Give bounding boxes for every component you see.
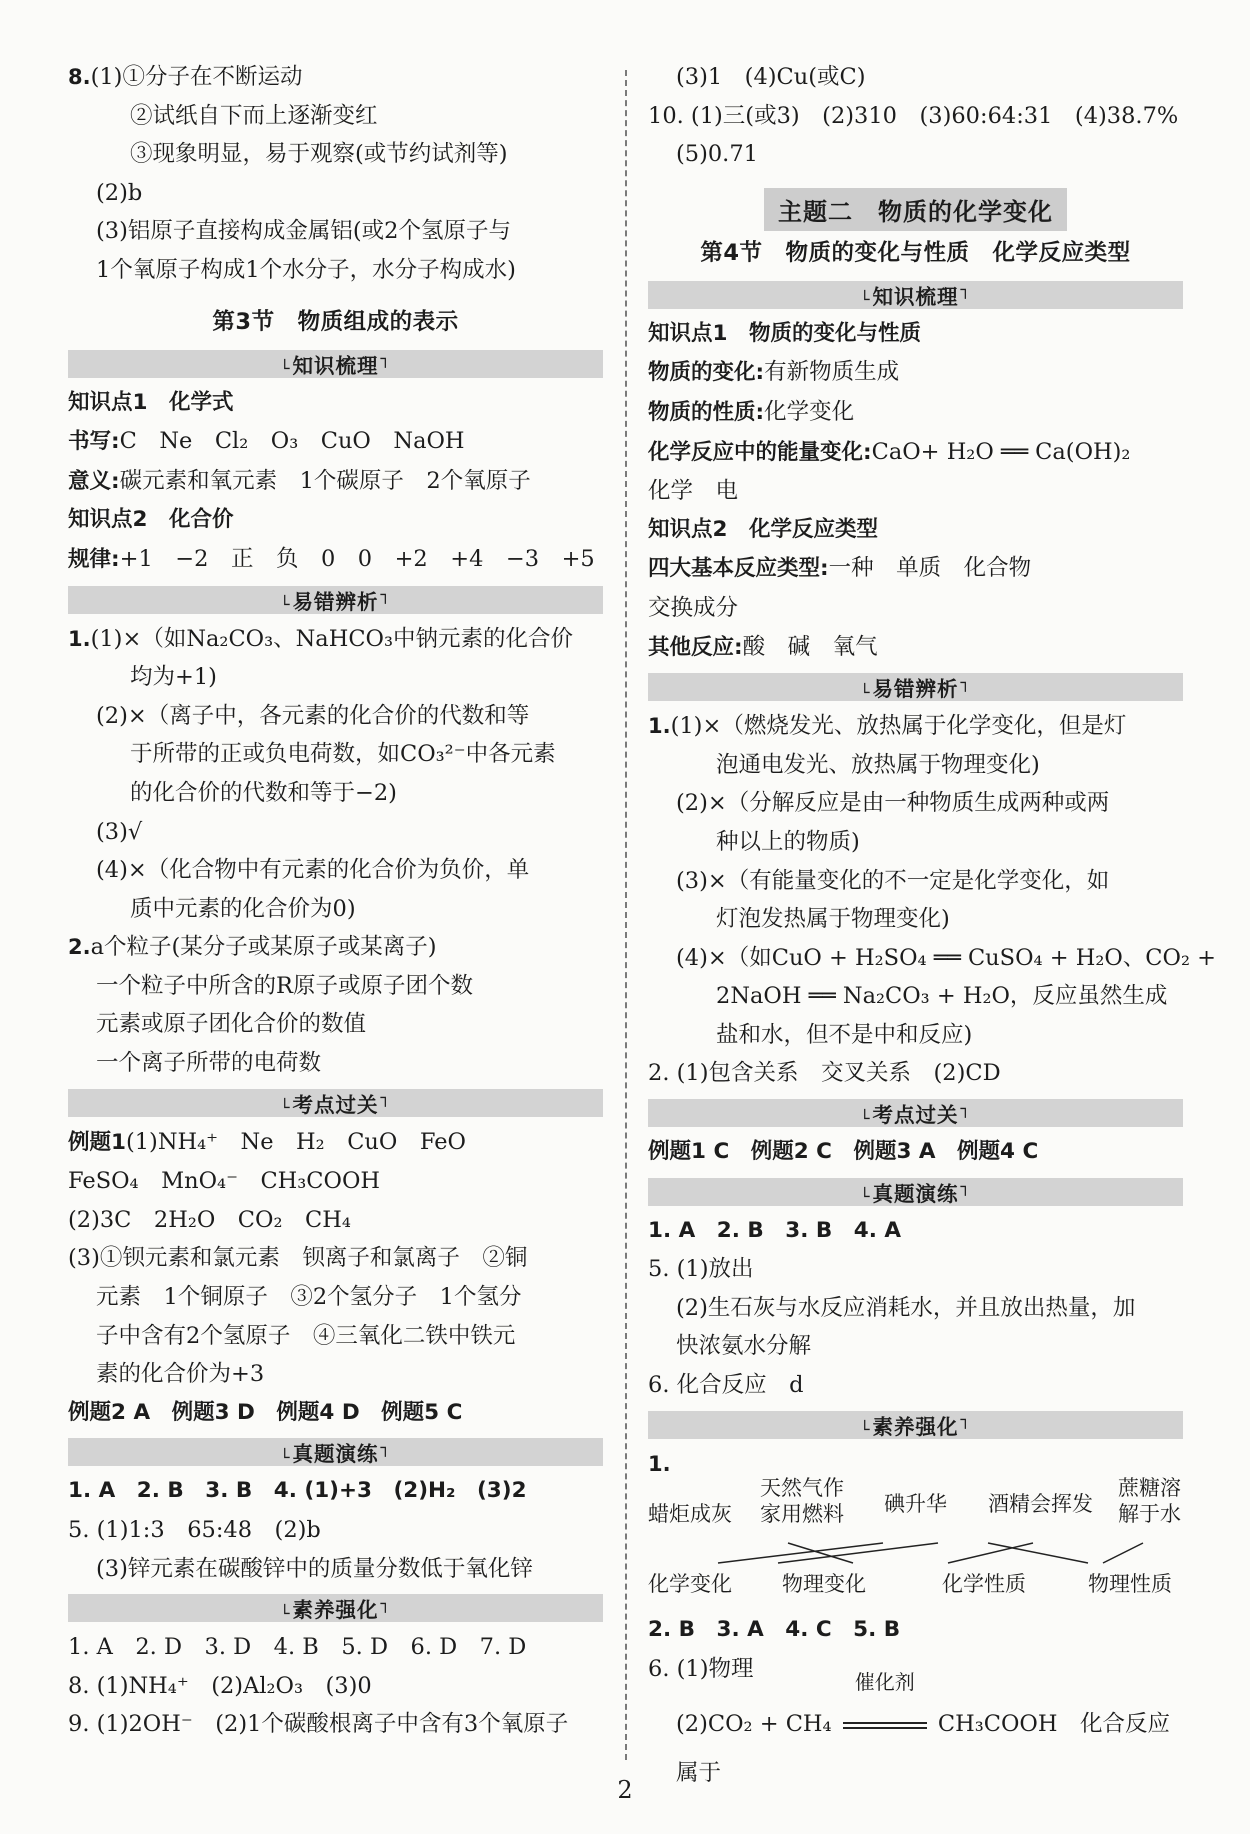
answer-line: ③现象明显，易于观察(或节约试剂等) [130, 141, 508, 168]
answer-line: 1. A 2. B 3. B 4. (1)+3 (2)H₂ (3)2 [68, 1478, 527, 1504]
answer-line: 快浓氨水分解 [676, 1333, 812, 1360]
diagram-item: 物理性质 [1088, 1572, 1172, 1597]
answer-line: 四大基本反应类型:一种 单质 化合物 [648, 555, 1032, 582]
answer-line: 5. (1)放出 [648, 1256, 754, 1283]
answer-line: 6. (1)物理 [648, 1655, 754, 1682]
knowledge-point: 知识点2 化合价 [68, 507, 234, 533]
diagram-item: 化学变化 [648, 1572, 732, 1597]
section-bar-kaodian: └ 考点过关 ┐ [68, 1089, 603, 1117]
answer-line: 种以上的物质) [716, 828, 860, 855]
section-bar-kaodian: └ 考点过关 ┐ [648, 1099, 1183, 1127]
answer-line: 于所带的正或负电荷数，如CO₃²⁻中各元素 [130, 741, 556, 768]
answer-line: 物质的性质:化学变化 [648, 398, 855, 425]
answer-line: (2)生石灰与水反应消耗水，并且放出热量，加 [676, 1294, 1136, 1321]
answer-line: 1个氧原子构成1个水分子，水分子构成水) [96, 256, 516, 283]
answer-line: 子中含有2个氢原子 ④三氧化二铁中铁元 [96, 1322, 516, 1349]
section-bar-zhenti: └ 真题演练 ┐ [68, 1438, 603, 1466]
answer-line: 规律:+1 −2 正 负 0 0 +2 +4 −3 +5 [68, 545, 595, 572]
diagram-item: 蜡炬成灰 [648, 1502, 732, 1527]
diagram-item: 蔗糖溶 [1118, 1476, 1181, 1501]
answer-line: ②试纸自下而上逐渐变红 [130, 102, 378, 129]
answer-line: FeSO₄ MnO₄⁻ CH₃COOH [68, 1168, 381, 1195]
answer-line: 10. (1)三(或3) (2)310 (3)60:64:31 (4)38.7% [648, 102, 1179, 129]
section-bar-yicuo: └ 易错辨析 ┐ [648, 673, 1183, 701]
answer-line: (3)铝原子直接构成金属铝(或2个氢原子与 [96, 218, 511, 245]
answer-line: 属于 [676, 1760, 722, 1787]
answer-line: 例题1(1)NH₄⁺ Ne H₂ CuO FeO [68, 1128, 466, 1155]
section-bar-yicuo: └ 易错辨析 ┐ [68, 586, 603, 614]
diagram-item: 酒精会挥发 [988, 1492, 1093, 1517]
answer-line: (5)0.71 [676, 141, 758, 168]
section-bar-zhenti: └ 真题演练 ┐ [648, 1178, 1183, 1206]
answer-line: 1.(1)×（燃烧发光、放热属于化学变化，但是灯 [648, 713, 1127, 740]
answer-line: 的化合价的代数和等于−2) [130, 779, 397, 806]
knowledge-point: 知识点2 化学反应类型 [648, 516, 878, 542]
answer-line: 均为+1) [130, 664, 217, 691]
section-bar-suyang: └ 素养强化 ┐ [648, 1411, 1183, 1439]
answer-line: (2)×（分解反应是由一种物质生成两种或两 [676, 790, 1110, 817]
answer-line: 例题2 A 例题3 D 例题4 D 例题5 C [68, 1399, 463, 1425]
catalyst-arrow: 催化剂 [843, 1694, 927, 1754]
answer-line: 一个粒子中所含的R原子或原子团个数 [96, 972, 473, 999]
answer-line: (3)①钡元素和氯元素 钡离子和氯离子 ②铜 [68, 1245, 528, 1272]
answer-line: 1. A 2. D 3. D 4. B 5. D 6. D 7. D [68, 1634, 527, 1661]
answer-line: 6. 化合反应 d [648, 1372, 804, 1399]
diagram-item: 化学性质 [942, 1572, 1026, 1597]
knowledge-point: 知识点1 化学式 [68, 389, 234, 415]
answer-line: (4)×（化合物中有元素的化合价为负价，单 [96, 857, 530, 884]
answer-line: 1. A 2. B 3. B 4. A [648, 1217, 902, 1243]
answer-line: 例题1 C 例题2 C 例题3 A 例题4 C [648, 1139, 1039, 1165]
answer-line: 书写:C Ne Cl₂ O₃ CuO NaOH [68, 428, 465, 455]
answer-line: (4)×（如CuO + H₂SO₄ ══ CuSO₄ + H₂O、CO₂ + [676, 944, 1216, 971]
answer-line: 意义:碳元素和氧元素 1个碳原子 2个氧原子 [68, 467, 531, 494]
diagram-item: 家用燃料 [760, 1502, 844, 1527]
answer-line: (2)×（离子中，各元素的化合价的代数和等 [96, 702, 530, 729]
answer-line: 物质的变化:有新物质生成 [648, 359, 900, 386]
answer-line: 9. (1)2OH⁻ (2)1个碳酸根离子中含有3个氧原子 [68, 1711, 569, 1738]
section-bar-zhishi: └ 知识梳理 ┐ [648, 281, 1183, 309]
answer-line: 5. (1)1:3 65:48 (2)b [68, 1517, 321, 1543]
diagram-item: 物理变化 [782, 1572, 866, 1597]
answer-line: 化学反应中的能量变化:CaO+ H₂O ══ Ca(OH)₂ [648, 438, 1131, 465]
section-bar-zhishi: └ 知识梳理 ┐ [68, 350, 603, 378]
answer-line: 质中元素的化合价为0) [130, 895, 356, 922]
right-column [648, 58, 1216, 1793]
answer-line: 1. [648, 1451, 671, 1476]
section-title: 第3节 物质组成的表示 [212, 308, 459, 335]
answer-line: 2. (1)包含关系 交叉关系 (2)CD [648, 1060, 1001, 1087]
answer-line: (3)×（有能量变化的不一定是化学变化，如 [676, 867, 1110, 894]
answer-line: 化学 电 [648, 478, 739, 505]
answer-line: (3)√ [96, 818, 143, 845]
answer-line: 盐和水，但不是中和反应) [716, 1021, 973, 1048]
matching-diagram [648, 1476, 1183, 1611]
answer-line: 1.(1)×（如Na₂CO₃、NaHCO₃中钠元素的化合价 [68, 625, 574, 652]
answer-line: 一个离子所带的电荷数 [96, 1050, 322, 1077]
answer-line: 8.(1)①分子在不断运动 [68, 64, 303, 90]
theme-heading: 主题二 物质的化学变化 [648, 188, 1183, 231]
left-column [68, 58, 603, 1744]
diagram-item: 解于水 [1118, 1502, 1181, 1527]
answer-line: 2NaOH ══ Na₂CO₃ + H₂O，反应虽然生成 [716, 983, 1168, 1010]
answer-line: 其他反应:酸 碱 氧气 [648, 633, 878, 660]
section-title: 第4节 物质的变化与性质 化学反应类型 [700, 239, 1131, 266]
answer-line: 泡通电发光、放热属于物理变化) [716, 751, 1040, 778]
answer-line: 素的化合价为+3 [96, 1361, 265, 1388]
answer-line: (3)锌元素在碳酸锌中的质量分数低于氧化锌 [96, 1555, 533, 1582]
knowledge-point: 知识点1 物质的变化与性质 [648, 320, 921, 346]
section-bar-suyang: └ 素养强化 ┐ [68, 1594, 603, 1622]
answer-line: 灯泡发热属于物理变化) [716, 906, 950, 933]
equation-line: (2)CO₂ + CH₄ 催化剂 CH₃COOH 化合反应 [648, 1688, 1183, 1754]
answer-line: 元素或原子团化合价的数值 [96, 1011, 367, 1038]
answer-line: 8. (1)NH₄⁺ (2)Al₂O₃ (3)0 [68, 1672, 372, 1699]
answer-line: 元素 1个铜原子 ③2个氢分子 1个氢分 [96, 1284, 522, 1311]
answer-line: (2)b [96, 179, 143, 206]
column-divider [625, 70, 627, 1760]
answer-line: 交换成分 [648, 594, 739, 621]
page-number: 2 [617, 1776, 633, 1804]
answer-line: (3)1 (4)Cu(或C) [676, 64, 866, 90]
diagram-item: 天然气作 [760, 1476, 844, 1501]
diagram-item: 碘升华 [884, 1492, 947, 1517]
answer-line: (2)3C 2H₂O CO₂ CH₄ [68, 1206, 351, 1233]
answer-line: 2.a个粒子(某分子或某原子或某离子) [68, 934, 437, 961]
answer-line: 2. B 3. A 4. C 5. B [648, 1617, 901, 1643]
